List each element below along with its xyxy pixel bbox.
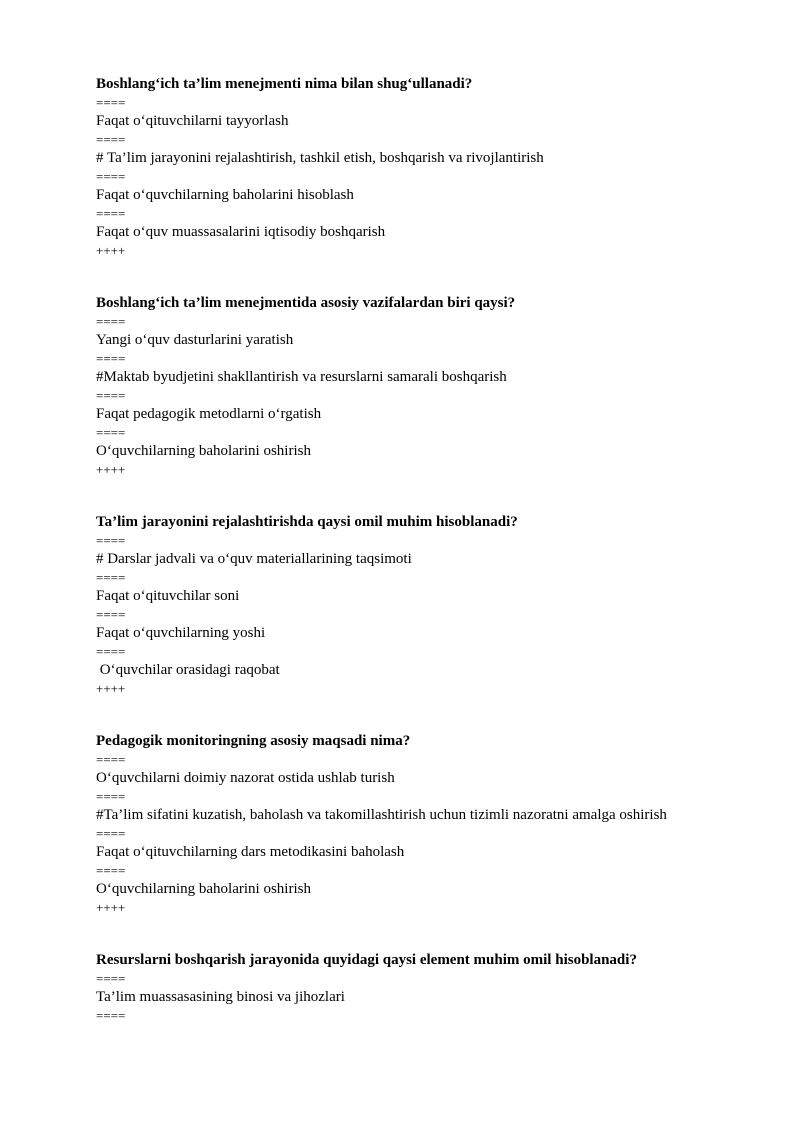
answer-option: Faqat o‘quv muassasalarini iqtisodiy boshqarish <box>96 224 386 240</box>
answer-option: Yangi o‘quv dasturlarini yaratish <box>96 332 294 348</box>
separator: ==== <box>96 168 126 184</box>
question-text: Resurslarni boshqarish jarayonida quyidagi qaysi element muhim omil hisoblanadi? <box>96 952 637 968</box>
separator: ==== <box>96 387 126 403</box>
question-block <box>96 732 756 917</box>
separator: ==== <box>96 569 126 585</box>
answer-option: Faqat o‘qituvchilarni tayyorlash <box>96 113 289 129</box>
answer-option: O‘quvchilar orasidagi raqobat <box>96 662 280 678</box>
question-text: Boshlang‘ich ta’lim menejmenti nima bilan shug‘ullanadi? <box>96 76 473 92</box>
question-text: Ta’lim jarayonini rejalashtirishda qaysi omil muhim hisoblanadi? <box>96 514 518 530</box>
answer-option: Faqat o‘qituvchilar soni <box>96 588 240 604</box>
answer-option: Ta’lim muassasasining binosi va jihozlari <box>96 989 345 1005</box>
question-text: Pedagogik monitoringning asosiy maqsadi nima? <box>96 733 411 749</box>
end-marker: ++++ <box>96 680 126 696</box>
end-marker: ++++ <box>96 899 126 915</box>
separator: ==== <box>96 424 126 440</box>
answer-option: O‘quvchilarni doimiy nazorat ostida ushlab turish <box>96 770 395 786</box>
separator: ==== <box>96 751 126 767</box>
question-block <box>96 75 756 260</box>
answer-option: Faqat pedagogik metodlarni o‘rgatish <box>96 406 322 422</box>
separator: ==== <box>96 643 126 659</box>
question-block <box>96 513 756 698</box>
separator: ==== <box>96 788 126 804</box>
answer-option: Faqat o‘qituvchilarning dars metodikasini baholash <box>96 844 405 860</box>
separator: ==== <box>96 94 126 110</box>
answer-option-correct: # Darslar jadvali va o‘quv materiallarining taqsimoti <box>96 551 412 567</box>
answer-option-correct: #Ta’lim sifatini kuzatish, baholash va takomillashtirish uchun tizimli nazoratni amalga oshirish <box>96 807 667 823</box>
answer-option-correct: #Maktab byudjetini shakllantirish va resurslarni samarali boshqarish <box>96 369 507 385</box>
end-marker: ++++ <box>96 461 126 477</box>
separator: ==== <box>96 313 126 329</box>
question-block <box>96 294 756 479</box>
separator: ==== <box>96 131 126 147</box>
answer-option: Faqat o‘quvchilarning yoshi <box>96 625 266 641</box>
answer-option: O‘quvchilarning baholarini oshirish <box>96 881 311 897</box>
separator: ==== <box>96 606 126 622</box>
question-text: Boshlang‘ich ta’lim menejmentida asosiy vazifalardan biri qaysi? <box>96 295 516 311</box>
test-document <box>96 75 756 1059</box>
separator: ==== <box>96 862 126 878</box>
question-block <box>96 951 756 1025</box>
answer-option: Faqat o‘quvchilarning baholarini hisoblash <box>96 187 354 203</box>
separator: ==== <box>96 1007 126 1023</box>
answer-option-correct: # Ta’lim jarayonini rejalashtirish, tashkil etish, boshqarish va rivojlantirish <box>96 150 544 166</box>
answer-option: O‘quvchilarning baholarini oshirish <box>96 443 311 459</box>
separator: ==== <box>96 350 126 366</box>
separator: ==== <box>96 825 126 841</box>
end-marker: ++++ <box>96 242 126 258</box>
separator: ==== <box>96 205 126 221</box>
separator: ==== <box>96 970 126 986</box>
separator: ==== <box>96 532 126 548</box>
